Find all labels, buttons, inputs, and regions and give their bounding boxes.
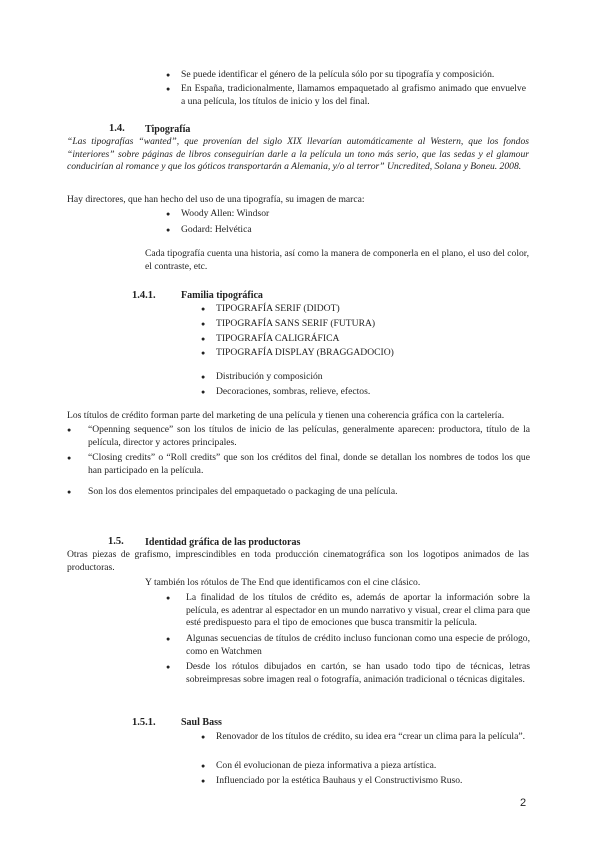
bullet-marker (166, 224, 170, 237)
family-item: TIPOGRAFÍA SERIF (DIDOT) (216, 303, 340, 314)
family-item: TIPOGRAFÍA DISPLAY (BRAGGADOCIO) (216, 347, 394, 358)
section-number: 1.5. (108, 536, 124, 547)
bullet-marker (67, 486, 71, 499)
page-number: 2 (520, 797, 527, 809)
bullet-marker (166, 633, 170, 646)
bullet-text: Renovador de los títulos de crédito, su idea era “crear un clima para la película”. (216, 731, 526, 742)
bullet-marker (201, 731, 205, 744)
story-paragraph: Cada tipografía cuenta una historia, así como la manera de componerla en el plano, el uso del color, el contraste, etc. (145, 248, 529, 272)
bullet-text: La finalidad de los títulos de crédito es, además de aportar la información sobre la película, es adentrar al espectador en un mundo narrativo y visual, crear el clima para que esté predispuesto para el tipo de emociones que busca transmitir la película. (186, 592, 530, 629)
productoras-intro: Otras piezas de grafismo, imprescindibles en toda producción cinematográfica son los logotipos animados de las productoras. (67, 549, 529, 573)
bullet-marker (166, 83, 170, 96)
subsection-number: 1.5.1. (132, 717, 156, 728)
bullet-text: En España, tradicionalmente, llamamos empaquetado al grafismo animado que envuelve a una película, los títulos de inicio y los del final. (181, 83, 526, 107)
quote-paragraph: “Las tipografías “wanted”, que provenían del siglo XIX llevarían automáticamente al Western, que los fondos “interiores” sobre páginas de libros conseguirían darle a la película un tono más serio, que las sedas y el glamour conducirían al romance y que los góticos transportarán a Alemania, y/o al terror” Uncredited, Solana y Boneu. 2008. (67, 136, 529, 173)
bullet-marker (166, 208, 170, 221)
opening-sequence-item: “Openning sequence” son los títulos de inicio de las películas, generalmente aparecen: productora, título de la película, director y actores principales. (88, 424, 530, 448)
bullet-marker (166, 661, 170, 674)
bullet-text: Con él evolucionan de pieza informativa a pieza artística. (216, 760, 437, 771)
family-item: TIPOGRAFÍA SANS SERIF (FUTURA) (216, 318, 376, 329)
bullet-marker (201, 347, 205, 360)
bullet-marker (201, 333, 205, 346)
extra-item: Decoraciones, sombras, relieve, efectos. (216, 386, 371, 397)
director-item: Woody Allen: Windsor (181, 208, 270, 219)
bullet-marker (201, 760, 205, 773)
the-end-paragraph: Y también los rótulos de The End que identificamos con el cine clásico. (145, 577, 421, 588)
bullet-marker (201, 775, 205, 788)
bullet-marker (201, 318, 205, 331)
bullet-text: Algunas secuencias de títulos de crédito incluso funcionan como una especie de prólogo, como en Watchmen (186, 633, 530, 657)
extra-item: Distribución y composición (216, 371, 323, 382)
bullet-marker (201, 386, 205, 399)
director-item: Godard: Helvética (181, 224, 252, 235)
family-item: TIPOGRAFÍA CALIGRÁFICA (216, 333, 340, 344)
section-title: Identidad gráfica de las productoras (145, 537, 301, 548)
packaging-item: Son los dos elementos principales del empaquetado o packaging de una película. (88, 486, 398, 497)
bullet-text: Se puede identificar el género de la película sólo por su tipografía y composición. (181, 69, 495, 80)
bullet-text: Desde los rótulos dibujados en cartón, se han usado todo tipo de técnicas, letras sobreimpresas sobre imagen real o fotografía, animación tradicional o técnicas digitales. (186, 661, 530, 685)
bullet-marker (201, 303, 205, 316)
bullet-marker (67, 424, 71, 437)
subsection-title: Familia tipográfica (181, 290, 263, 301)
bullet-marker (166, 592, 170, 605)
subsection-title: Saul Bass (181, 717, 222, 728)
subsection-number: 1.4.1. (132, 290, 156, 301)
section-title: Tipografía (145, 124, 191, 135)
closing-credits-item: “Closing credits” o “Roll credits” que son los créditos del final, donde se detallan los nombres de todos los que han participado en la película. (88, 452, 530, 476)
bullet-text: Influenciado por la estética Bauhaus y el Constructivismo Ruso. (216, 775, 463, 786)
credits-intro: Los títulos de crédito forman parte del marketing de una película y tienen una coherencia gráfica con la cartelería. (67, 410, 505, 421)
directors-intro: Hay directores, que han hecho del uso de una tipografía, su imagen de marca: (67, 194, 365, 205)
bullet-marker (67, 452, 71, 465)
bullet-marker (166, 69, 170, 82)
bullet-marker (201, 371, 205, 384)
section-number: 1.4. (109, 123, 125, 134)
